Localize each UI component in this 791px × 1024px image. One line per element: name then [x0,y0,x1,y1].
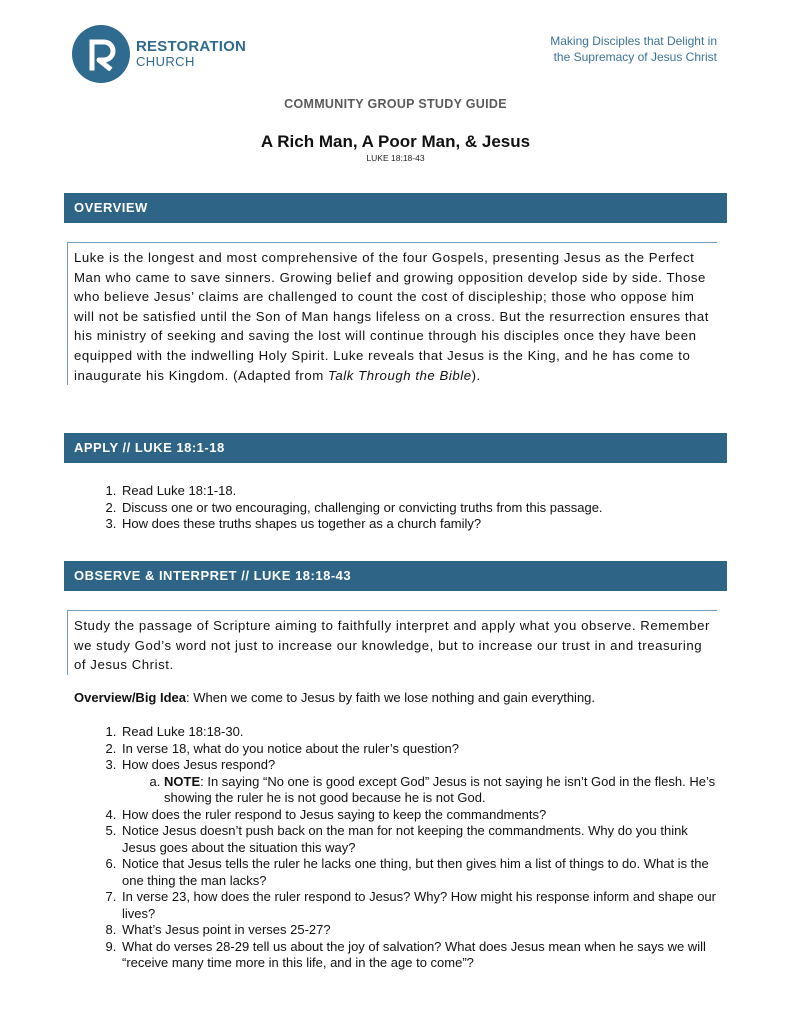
list-item: 5. Notice Jesus doesn’t push back on the man for not keeping the commandments. Why do you think Jesus goes about the situation this way? [120,823,716,856]
overview-text [67,242,717,385]
logo-r-icon [72,25,130,83]
list-item: 1. Read Luke 18:1-18. [120,483,716,500]
observe-heading: OBSERVE & INTERPRET // LUKE 18:18-43 [64,561,727,591]
overview-body: Luke is the longest and most comprehensive of the four Gospels, presenting Jesus as the Perfect Man who came to save sinners. Growing belief and growing opposition develop side by side. Those who believe Jesus’ claims are challenged to count the cost of discipleship; those who oppose him will not be satisfied until the Son of Man hangs lifeless on a cross. But the resurrection ensures that his ministry of seeking and saving the lost will continue through his disciples once they have been equipped with the indwelling Holy Spirit. Luke reveals that Jesus is the King, and he has come to inaugurate his Kingdom. (Adapted from [74,250,710,383]
big-idea-text: : When we come to Jesus by faith we lose nothing and gain everything. [186,690,596,705]
tagline [550,33,717,65]
overview-heading: OVERVIEW [64,193,727,223]
observe-intro: Study the passage of Scripture aiming to faithfully interpret and apply what you observe. Remember we study God’s word not just to increase our knowledge, but to increase our trust in and treasuring of Jesus Christ. [67,610,717,675]
list-item: 2. In verse 18, what do you notice about the ruler’s question? [120,741,716,758]
list-item: 8. What’s Jesus point in verses 25-27? [120,922,716,939]
guide-label: COMMUNITY GROUP STUDY GUIDE [284,97,507,111]
tagline-line-2: the Supremacy of Jesus Christ [553,50,717,64]
church-logo [72,25,246,83]
scripture-reference: LUKE 18:18-43 [366,153,425,163]
list-item-text: How does Jesus respond? [122,757,276,772]
list-item: 7. In verse 23, how does the ruler respond to Jesus? Why? How might his response inform and shape our lives? [120,889,716,922]
note-label: NOTE [164,773,201,789]
list-item: 3. How does these truths shapes us together as a church family? [120,516,716,533]
list-item: 4. How does the ruler respond to Jesus saying to keep the commandments? [120,807,716,824]
note-text: : In saying “No one is good except God” Jesus is not saying he isn’t God in the flesh. He’s showing the ruler he is not good because he is not God. [164,773,716,805]
list-item: 2. Discuss one or two encouraging, challenging or convicting truths from this passage. [120,500,716,517]
list-item: 9. What do verses 28-29 tell us about the joy of salvation? What does Jesus mean when he says we will “receive many time more in this life, and in the age to come”? [120,939,716,972]
sub-list [122,774,716,807]
list-item: 6. Notice that Jesus tells the ruler he lacks one thing, but then gives him a list of things to do. What is the one thing the man lacks? [120,856,716,889]
logo-line-1: RESTORATION [136,38,246,55]
tagline-line-1: Making Disciples that Delight in [550,34,717,48]
overview-source-title: Talk Through the Bible [328,367,472,383]
apply-heading: APPLY // LUKE 18:1-18 [64,433,727,463]
logo-line-2: CHURCH [136,54,195,69]
list-item: 1. Read Luke 18:18-30. [120,724,716,741]
list-item [120,757,716,807]
big-idea [74,690,595,705]
page-title: A Rich Man, A Poor Man, & Jesus [260,132,531,151]
overview-body-end: ). [471,367,481,383]
note-item [164,774,716,807]
apply-list [96,483,716,533]
question-list [96,724,716,972]
logo-wordmark [136,39,246,69]
big-idea-label: Overview/Big Idea [74,690,186,705]
